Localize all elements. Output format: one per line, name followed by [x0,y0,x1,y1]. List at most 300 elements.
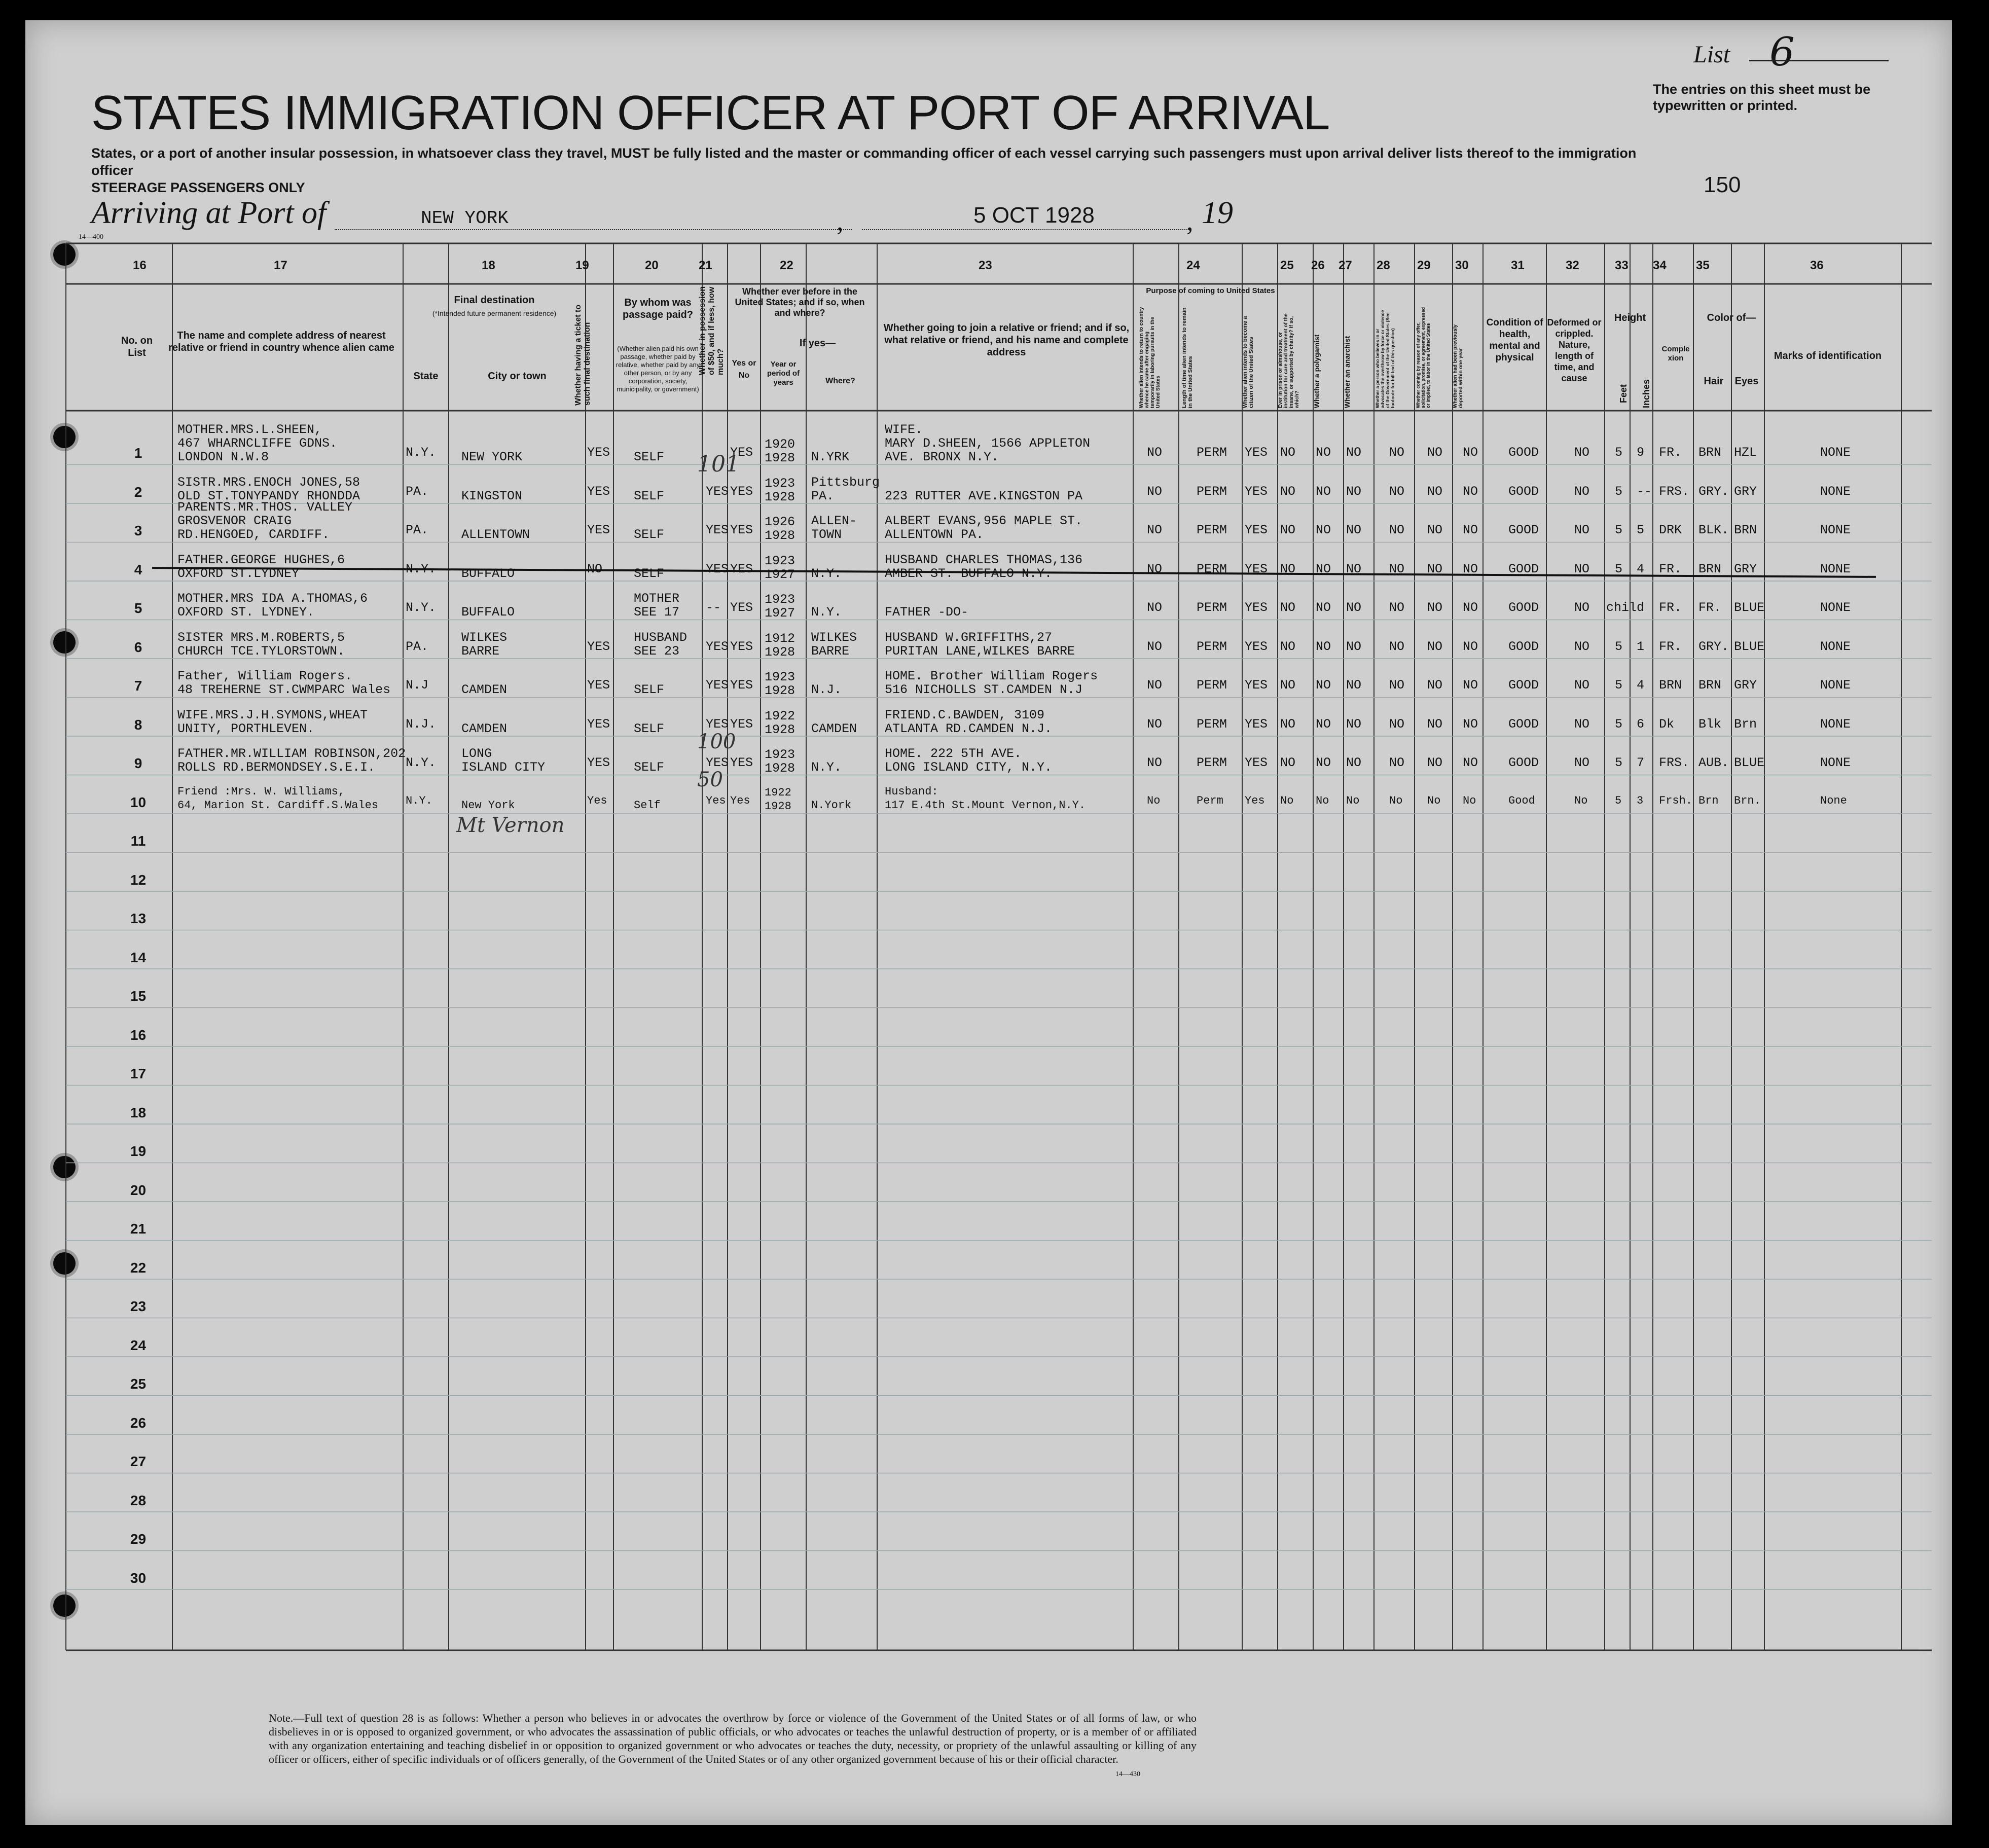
header-passage-paid: By whom was passage paid? [623,297,693,320]
passage-paid-cell: HUSBAND [634,630,688,645]
where-cell: N.Y. [811,760,842,775]
q28-cell: NO [1389,600,1405,615]
hair-color-cell: BRN [1698,678,1722,693]
q28-cell: NO [1389,639,1405,654]
q29-cell: NO [1427,639,1443,654]
marks-cell: NONE [1820,639,1851,654]
eye-color-cell: Brn [1734,716,1757,732]
money-cell: -- [706,600,721,615]
height-feet-cell: 5 [1615,445,1623,460]
q28-cell: No [1389,794,1403,807]
deformed-cell: NO [1574,484,1590,499]
purpose-length-cell: PERM [1197,755,1227,770]
years-cell: 1927 [765,567,795,582]
arriving-label: Arriving at Port of [91,196,327,230]
passage-paid-cell: SELF [634,450,665,464]
joining-line: FRIEND.C.BAWDEN, 3109 [885,707,1045,722]
joining-line: WIFE. [885,422,923,437]
height-inches-cell: -- [1637,484,1652,499]
health-cell: GOOD [1508,600,1539,615]
column-number: 24 [1186,259,1200,272]
deformed-cell: NO [1574,755,1590,770]
complexion-cell: FR. [1659,445,1682,460]
row-number: 6 [134,639,142,655]
eye-color-cell: BLUE [1734,639,1765,654]
marks-cell: NONE [1820,755,1851,770]
hair-color-cell: Blk [1698,716,1722,732]
purpose-return-cell: NO [1147,716,1163,732]
q29-cell: NO [1427,600,1443,615]
footer-form-number: 14—430 [1115,1770,1140,1778]
purpose-length-cell: PERM [1197,484,1227,499]
hair-color-cell: GRY. [1698,639,1729,654]
header-deformed: Deformed or crippled. Nature, length of time, and cause [1547,317,1602,383]
row-number: 23 [130,1298,147,1314]
column-number: 23 [979,259,992,272]
header-color-of: Color of— [1707,312,1756,323]
header-complexion: Complexion [1661,345,1690,363]
q29-cell: NO [1427,445,1443,460]
years-cell: 1923 [765,670,795,684]
height-feet-cell: 5 [1615,523,1623,537]
row-number: 1 [134,445,142,461]
health-cell: GOOD [1508,755,1539,770]
row-number: 28 [130,1492,147,1508]
relative-address-line: FATHER.MR.WILLIAM ROBINSON,202 [177,746,406,761]
ever-before-cell: YES [730,678,753,693]
complexion-cell: FR. [1659,639,1682,654]
purpose-return-cell: No [1147,794,1161,807]
purpose-citizen-cell: YES [1245,561,1268,576]
relative-address-line: LONDON N.W.8 [177,450,269,464]
column-number: 31 [1511,259,1525,272]
header-purpose-a: Whether alien intends to return to country whence he came after engaging temporarily in laboring pursuits in the United States [1139,307,1161,408]
joining-line: 223 RUTTER AVE.KINGSTON PA [885,488,1083,503]
q28-cell: NO [1389,445,1405,460]
complexion-cell: DRK [1659,523,1682,537]
row-number: 29 [130,1531,147,1547]
years-cell: 1926 [765,515,795,529]
complexion-cell: FR. [1659,600,1682,615]
money-cell: YES [706,639,729,654]
prison-cell: NO [1280,755,1296,770]
money-cell: Yes [706,794,726,807]
health-cell: GOOD [1508,678,1539,693]
row-number: 24 [130,1337,147,1353]
marks-cell: NONE [1820,561,1851,576]
polygamist-cell: NO [1316,484,1331,499]
polygamist-cell: NO [1316,523,1331,537]
table-grid [25,20,1952,1825]
ever-before-cell: YES [730,484,753,499]
row-number: 10 [130,794,147,810]
q30-cell: NO [1463,523,1478,537]
q28-cell: NO [1389,484,1405,499]
q28-cell: NO [1389,561,1405,576]
row-number: 19 [130,1143,147,1159]
relative-address-line: MOTHER.MRS.L.SHEEN, [177,422,322,437]
row-number: 27 [130,1454,147,1469]
column-number: 26 [1311,259,1325,272]
joining-line: MARY D.SHEEN, 1566 APPLETON [885,436,1091,451]
header-q28: Whether a person who believes in or advocates the overthrow by force or violence of the Government of the United States (See footnote for full text of this question) [1375,310,1395,408]
column-number: 30 [1455,259,1469,272]
state-cell: N.Y. [406,794,432,807]
purpose-length-cell: PERM [1197,639,1227,654]
q30-cell: NO [1463,678,1478,693]
joining-line: 117 E.4th St.Mount Vernon,N.Y. [885,799,1086,812]
eye-color-cell: GRY [1734,484,1757,499]
relative-address-line: FATHER.GEORGE HUGHES,6 [177,552,345,567]
height-feet-cell: child [1606,600,1645,615]
joining-line: HOME. Brother William Rogers [885,669,1098,683]
relative-address-line: RD.HENGOED, CARDIFF. [177,527,330,542]
deformed-cell: No [1574,794,1588,807]
purpose-citizen-cell: YES [1245,523,1268,537]
purpose-citizen-cell: YES [1245,716,1268,732]
height-feet-cell: 5 [1615,794,1622,807]
years-cell: 1928 [765,683,795,698]
relative-address-line: ROLLS RD.BERMONDSEY.S.E.I. [177,760,376,775]
relative-address-line: WIFE.MRS.J.H.SYMONS,WHEAT [177,707,368,722]
row-number: 16 [130,1027,147,1043]
polygamist-cell: NO [1316,755,1331,770]
prison-cell: NO [1280,445,1296,460]
ever-before-cell: YES [730,716,753,732]
anarchist-cell: NO [1346,716,1362,732]
row-number: 15 [130,988,147,1004]
height-feet-cell: 5 [1615,716,1623,732]
row-number: 18 [130,1104,147,1120]
years-cell: 1928 [765,489,795,504]
deformed-cell: NO [1574,445,1590,460]
row-number: 12 [130,872,147,888]
eye-color-cell: GRY [1734,678,1757,693]
column-number: 19 [575,259,589,272]
eye-color-cell: GRY [1734,561,1757,576]
header-city: City or town [488,371,547,382]
q30-cell: NO [1463,755,1478,770]
q29-cell: NO [1427,484,1443,499]
complexion-cell: FR. [1659,561,1682,576]
row-number: 17 [130,1066,147,1081]
list-label: List [1693,41,1730,68]
height-inches-cell: 1 [1637,639,1645,654]
subtitle-line2: STEERAGE PASSENGERS ONLY [91,180,305,195]
relative-address-line: OLD ST.TONYPANDY RHONDDA [177,488,360,503]
joining-line: ALBERT EVANS,956 MAPLE ST. [885,514,1083,528]
height-inches-cell: 7 [1637,755,1645,770]
years-cell: 1927 [765,606,795,621]
polygamist-cell: NO [1316,561,1331,576]
health-cell: GOOD [1508,561,1539,576]
complexion-cell: Frsh. [1659,794,1693,807]
deformed-cell: NO [1574,523,1590,537]
joining-line: AMBER ST. BUFFALO N.Y. [885,566,1053,581]
city-cell: BUFFALO [461,605,515,620]
q29-cell: NO [1427,755,1443,770]
header-state: State [413,371,439,382]
purpose-return-cell: NO [1147,523,1163,537]
column-number: 32 [1566,259,1579,272]
polygamist-cell: NO [1316,639,1331,654]
row-number: 22 [130,1259,147,1276]
years-cell: 1928 [765,528,795,543]
row-number: 7 [134,678,142,694]
purpose-citizen-cell: YES [1245,678,1268,693]
passage-paid-cell: Self [634,799,661,812]
port-value: NEW YORK [421,208,509,229]
typewriter-note: The entries on this sheet must be typewritten or printed. [1653,82,1871,113]
marks-cell: NONE [1820,484,1851,499]
page-title: STATES IMMIGRATION OFFICER AT PORT OF ARRIVAL [91,86,1330,140]
height-inches-cell: 6 [1637,716,1645,732]
joining-line: ALLENTOWN PA. [885,527,984,542]
column-number: 22 [780,259,793,272]
relative-address-line: OXFORD ST. LYDNEY. [177,605,315,620]
purpose-return-cell: NO [1147,639,1163,654]
money-cell: YES [706,716,729,732]
column-number: 21 [699,259,712,272]
eye-color-cell: Brn. [1734,794,1761,807]
years-cell: 1920 [765,437,795,452]
years-cell: 1928 [765,644,795,660]
joining-line: HUSBAND CHARLES THOMAS,136 [885,552,1083,567]
deformed-cell: NO [1574,561,1590,576]
complexion-cell: Dk [1659,716,1675,732]
header-final-destination: Final destination [454,295,535,306]
relative-address-line: OXFORD ST.LYDNEY [177,566,300,581]
list-number: 6 [1769,29,1795,75]
purpose-return-cell: NO [1147,755,1163,770]
city-cell: KINGSTON [461,488,523,503]
header-anarchist: Whether an anarchist [1343,336,1351,408]
state-cell: PA. [406,639,429,654]
height-inches-cell: 4 [1637,678,1645,693]
prison-cell: NO [1280,484,1296,499]
years-cell: 1923 [765,747,795,762]
city-cell: ALLENTOWN [461,527,530,542]
column-number: 18 [482,259,495,272]
passage-paid-cell: MOTHER [634,591,680,606]
purpose-return-cell: NO [1147,561,1163,576]
health-cell: GOOD [1508,445,1539,460]
relative-address-line: 467 WHARNCLIFFE GDNS. [177,436,338,451]
row-number: 13 [130,911,147,926]
header-q30: Whether alien had been previously deported within one year [1453,324,1464,408]
deformed-cell: NO [1574,639,1590,654]
height-inches-cell: 5 [1637,523,1645,537]
column-number: 28 [1377,259,1390,272]
where-cell: N.YRK [811,450,850,464]
q30-cell: NO [1463,600,1478,615]
prison-cell: No [1280,794,1294,807]
complexion-cell: FRS. [1659,484,1690,499]
q30-cell: NO [1463,445,1478,460]
health-cell: GOOD [1508,523,1539,537]
header-where: Where? [825,377,855,385]
health-cell: GOOD [1508,484,1539,499]
header-final-destination-note: (*Intended future permanent residence) [432,309,557,317]
handwritten-money: 100 [697,730,736,753]
city-cell: NEW YORK [461,450,523,464]
handwritten-city: Mt Vernon [456,814,565,837]
prison-cell: NO [1280,561,1296,576]
purpose-length-cell: PERM [1197,678,1227,693]
ticket-cell: YES [587,523,610,537]
q29-cell: No [1427,794,1441,807]
state-cell: PA. [406,523,429,537]
row-number: 20 [130,1182,147,1198]
height-inches-cell: 3 [1637,794,1644,807]
where-cell: BARRE [811,643,850,659]
header-no-on-list: No. on List [121,335,153,358]
anarchist-cell: No [1346,794,1360,807]
relative-address-line: 48 TREHERNE ST.CWMPARC Wales [177,682,391,697]
marks-cell: NONE [1820,678,1851,693]
header-passage-paid-note: (Whether alien paid his own passage, whether paid by relative, whether paid by any other person, or by any corporation, society, municipality, or government) [616,345,700,393]
eye-color-cell: BLUE [1734,600,1765,615]
prison-cell: NO [1280,678,1296,693]
q28-cell: NO [1389,755,1405,770]
relative-address-line: SISTER MRS.M.ROBERTS,5 [177,630,345,645]
q28-cell: NO [1389,716,1405,732]
polygamist-cell: NO [1316,600,1331,615]
city-cell: LONG [461,746,492,761]
state-cell: N.J [406,678,429,693]
where-cell: TOWN [811,527,842,542]
hair-color-cell: Brn [1698,794,1719,807]
ever-before-cell: Yes [730,794,750,807]
ticket-cell: YES [587,755,610,770]
purpose-length-cell: PERM [1197,600,1227,615]
joining-line: PURITAN LANE,WILKES BARRE [885,643,1075,659]
anarchist-cell: NO [1346,678,1362,693]
height-feet-cell: 5 [1615,755,1623,770]
hair-color-cell: BLK. [1698,523,1729,537]
ticket-cell: YES [587,445,610,460]
comma: , [1186,206,1194,236]
money-cell: YES [706,678,729,693]
anarchist-cell: NO [1346,600,1362,615]
ticket-cell: YES [587,639,610,654]
city-cell: CAMDEN [461,721,508,736]
header-ever-before: Whether ever before in the United States; and if so, when and where? [735,286,865,318]
row-number: 4 [134,561,142,577]
ticket-cell: YES [587,484,610,499]
ever-before-cell: YES [730,639,753,654]
state-cell: N.Y. [406,561,437,576]
marks-cell: None [1820,794,1847,807]
passage-paid-cell: SELF [634,682,665,697]
row-number: 11 [130,833,146,849]
polygamist-cell: NO [1316,445,1331,460]
eye-color-cell: BLUE [1734,755,1765,770]
column-number: 20 [645,259,659,272]
header-ticket: Whether having a ticket to such final destination [574,304,592,406]
column-number: 25 [1280,259,1294,272]
where-cell: N.J. [811,682,842,697]
years-cell: 1923 [765,592,795,607]
header-inches: Inches [1641,379,1651,408]
purpose-citizen-cell: Yes [1245,794,1265,807]
joining-line: FATHER -DO- [885,605,969,620]
purpose-return-cell: NO [1147,445,1163,460]
column-number: 16 [133,259,147,272]
money-cell: YES [706,484,729,499]
header-year-period: Year or period of years [767,360,800,387]
purpose-length-cell: PERM [1197,561,1227,576]
column-number: 36 [1810,259,1824,272]
q29-cell: NO [1427,716,1443,732]
hair-color-cell: BRN [1698,445,1722,460]
passage-paid-cell: SELF [634,566,665,581]
passage-paid-cell: SELF [634,721,665,736]
joining-line: 516 NICHOLLS ST.CAMDEN N.J [885,682,1083,697]
where-cell: N.York [811,799,852,812]
column-number: 34 [1653,259,1667,272]
joining-line: AVE. BRONX N.Y. [885,450,999,464]
joining-line: HUSBAND W.GRIFFITHS,27 [885,630,1053,645]
years-cell: 1922 [765,708,795,723]
header-eyes: Eyes [1734,376,1759,387]
anarchist-cell: NO [1346,445,1362,460]
where-cell: PA. [811,488,835,503]
anarchist-cell: NO [1346,755,1362,770]
header-health: Condition of health, mental and physical [1486,317,1543,363]
q29-cell: NO [1427,561,1443,576]
page-number: 150 [1704,172,1741,197]
header-feet: Feet [1618,384,1629,403]
relative-address-line: Father, William Rogers. [177,669,353,683]
header-hair: Hair [1704,376,1724,387]
years-cell: 1923 [765,553,795,568]
header-q29: Whether coming by reason of any offer, solicitation, promise, or agreement, expressed or implied, to labor in the United States [1416,307,1431,408]
city-cell: New York [461,799,515,812]
where-cell: WILKES [811,630,857,645]
complexion-cell: FRS. [1659,755,1690,770]
purpose-citizen-cell: YES [1245,445,1268,460]
row-number: 9 [134,755,142,771]
footnote-q28: Note.—Full text of question 28 is as follows: Whether a person who believes in or advocates the overthrow by force or violence of the Government of the United States or of all forms of law, or who disbelieves in or is opposed to organized government, or who advocates the assassination of public officials, or who advocates or teaches the unlawful destruction of property, or is a member of or affiliated with any organization entertaining and teaching disbelief in or opposition to organized government or who advocates or teaches the duty, necessity, or propriety of the unlawful assaulting or killing of any officer or officers, either of specific individuals or of officers generally, of the Government of the United States or of any other organized government because of his or their official character. [269,1712,1197,1765]
header-polygamist: Whether a polygamist [1313,334,1321,408]
years-cell: 1923 [765,476,795,491]
q28-cell: NO [1389,523,1405,537]
passage-paid-cell: SEE 17 [634,605,680,620]
q30-cell: NO [1463,639,1478,654]
column-number: 35 [1696,259,1710,272]
relative-address-line: UNITY, PORTHLEVEN. [177,721,315,736]
ticket-cell: YES [587,678,610,693]
q29-cell: NO [1427,523,1443,537]
q30-cell: NO [1463,484,1478,499]
deformed-cell: NO [1574,678,1590,693]
city-cell: WILKES [461,630,508,645]
row-number: 2 [134,484,142,500]
header-nearest-relative: The name and complete address of nearest relative or friend in country whence alien came [168,330,394,353]
years-cell: 1912 [765,631,795,646]
handwritten-money: 101 [697,451,740,477]
year-prefix: 19 [1202,196,1233,230]
state-cell: PA. [406,484,429,499]
deformed-cell: NO [1574,716,1590,732]
purpose-length-cell: PERM [1197,523,1227,537]
city-cell: BARRE [461,643,500,659]
ever-before-cell: YES [730,600,753,615]
health-cell: GOOD [1508,716,1539,732]
row-number: 25 [130,1376,147,1392]
hair-color-cell: FR. [1698,600,1722,615]
